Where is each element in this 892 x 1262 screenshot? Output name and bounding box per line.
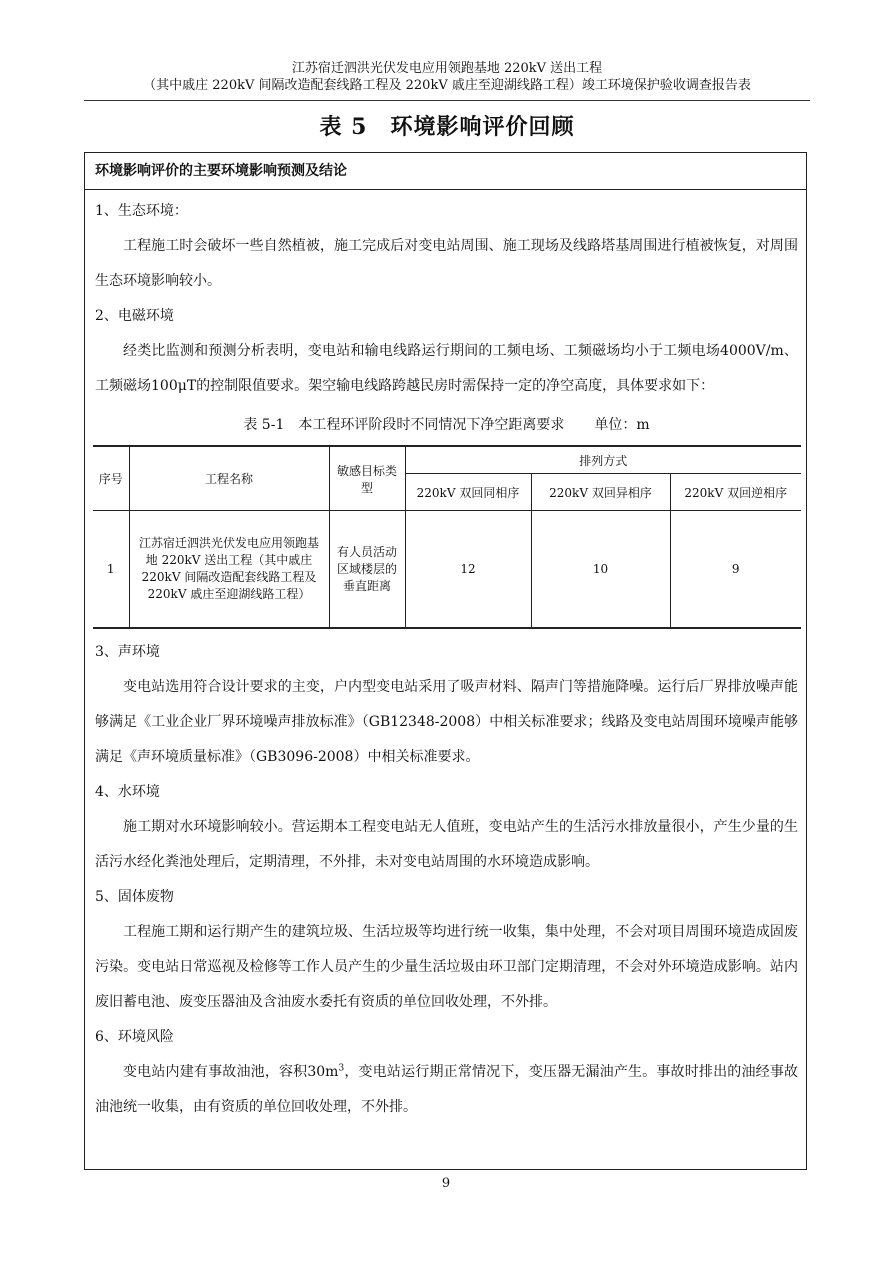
- table-5-1-caption: [95, 408, 798, 443]
- page-title: 表 5 环境影响评价回顾: [319, 114, 575, 140]
- section-noise-heading: 3、声环境: [95, 644, 160, 660]
- section-water-heading: 4、水环境: [95, 784, 160, 800]
- cell-same-phase-value: 12: [405, 511, 531, 629]
- cell-different-phase-value: 10: [531, 511, 670, 629]
- frame-content: [85, 190, 806, 1125]
- clearance-table: [93, 445, 801, 629]
- cell-no: 1: [93, 511, 129, 629]
- section-risk-heading: 6、环境风险: [95, 1029, 174, 1045]
- section-noise-text: 变电站选用符合设计要求的主变，户内型变电站采用了吸声材料、隔声门等措施降噪。运行后厂界排放噪声能够满足《工业企业厂界环境噪声排放标准》（GB12348-2008）中相关标准要求；线路及变电站周围环境噪声能够满足《声环境质量标准》（GB3096-2008）中相关标准要求。: [95, 679, 798, 765]
- section-risk-text: [95, 1055, 798, 1125]
- section-solid-waste-heading: 5、固体废物: [95, 889, 174, 905]
- risk-text-part-2: ，变电站运行期正常情况下，变压器无漏油产生。事故时排出的油经事故油池统一收集，由有资质的单位回收处理，不外排。: [95, 1064, 798, 1115]
- section-electromagnetic-text: 经类比监测和预测分析表明，变电站和输电线路运行期间的工频电场、工频磁场均小于工频电场4000V/m、工频磁场100μT的控制限值要求。架空输电线路跨越民房时需保持一定的净空高度，具体要求如下：: [95, 343, 798, 394]
- section-water-text: 施工期对水环境影响较小。营运期本工程变电站无人值班，变电站产生的生活污水排放量很小，产生少量的生活污水经化粪池处理后，定期清理，不外排，未对变电站周围的水环境造成影响。: [95, 819, 798, 870]
- cell-reverse-phase-value: 9: [670, 511, 801, 629]
- header-line-2: （其中戚庄 220kV 间隔改造配套线路工程及 220kV 戚庄至迎湖线路工程）竣工环境保护验收调查报告表: [143, 78, 751, 93]
- table-5-1-title: 表 5-1 本工程环评阶段时不同情况下净空距离要求: [243, 417, 565, 433]
- risk-text-part-1: 变电站内建有事故油池，容积30m: [123, 1064, 339, 1080]
- table-row: [93, 511, 801, 629]
- cell-target-type: 有人员活动区域楼层的垂直距离: [329, 511, 405, 629]
- page-number: 9: [441, 1176, 451, 1191]
- risk-text-superscript: 3: [338, 1063, 345, 1074]
- col-header-target-type: 敏感目标类型: [329, 446, 405, 511]
- header-line-1: 江苏宿迁泗洪光伏发电应用领跑基地 220kV 送出工程: [291, 61, 603, 76]
- section-ecology-text: 工程施工时会破坏一些自然植被，施工完成后对变电站周围、施工现场及线路塔基周围进行植被恢复，对周围生态环境影响较小。: [95, 238, 798, 289]
- frame-heading: 环境影响评价的主要环境影响预测及结论: [85, 153, 806, 190]
- section-solid-waste-text: 工程施工期和运行期产生的建筑垃圾、生活垃圾等均进行统一收集，集中处理，不会对项目周围环境造成固废污染。变电站日常巡视及检修等工作人员产生的少量生活垃圾由环卫部门定期清理，不会对外环境造成影响。站内废旧蓄电池、废变压器油及含油废水委托有资质的单位回收处理，不外排。: [95, 924, 798, 1010]
- cell-project-name: 江苏宿迁泗洪光伏发电应用领跑基地 220kV 送出工程（其中戚庄 220kV 间隔改造配套线路工程及 220kV 戚庄至迎湖线路工程）: [129, 511, 329, 629]
- col-header-different-phase: 220kV 双回异相序: [531, 474, 670, 511]
- document-header: [84, 60, 810, 94]
- col-header-project-name: 工程名称: [129, 446, 329, 511]
- col-header-same-phase: 220kV 双回同相序: [405, 474, 531, 511]
- section-electromagnetic-heading: 2、电磁环境: [95, 308, 174, 324]
- col-header-no: 序号: [93, 446, 129, 511]
- table-5-1-unit: 单位：m: [594, 417, 650, 433]
- section-ecology-heading: 1、生态环境：: [95, 203, 188, 219]
- col-header-reverse-phase: 220kV 双回逆相序: [670, 474, 801, 511]
- review-frame: [84, 152, 807, 1170]
- header-rule: [84, 100, 810, 101]
- col-header-arrangement: 排列方式: [405, 446, 801, 474]
